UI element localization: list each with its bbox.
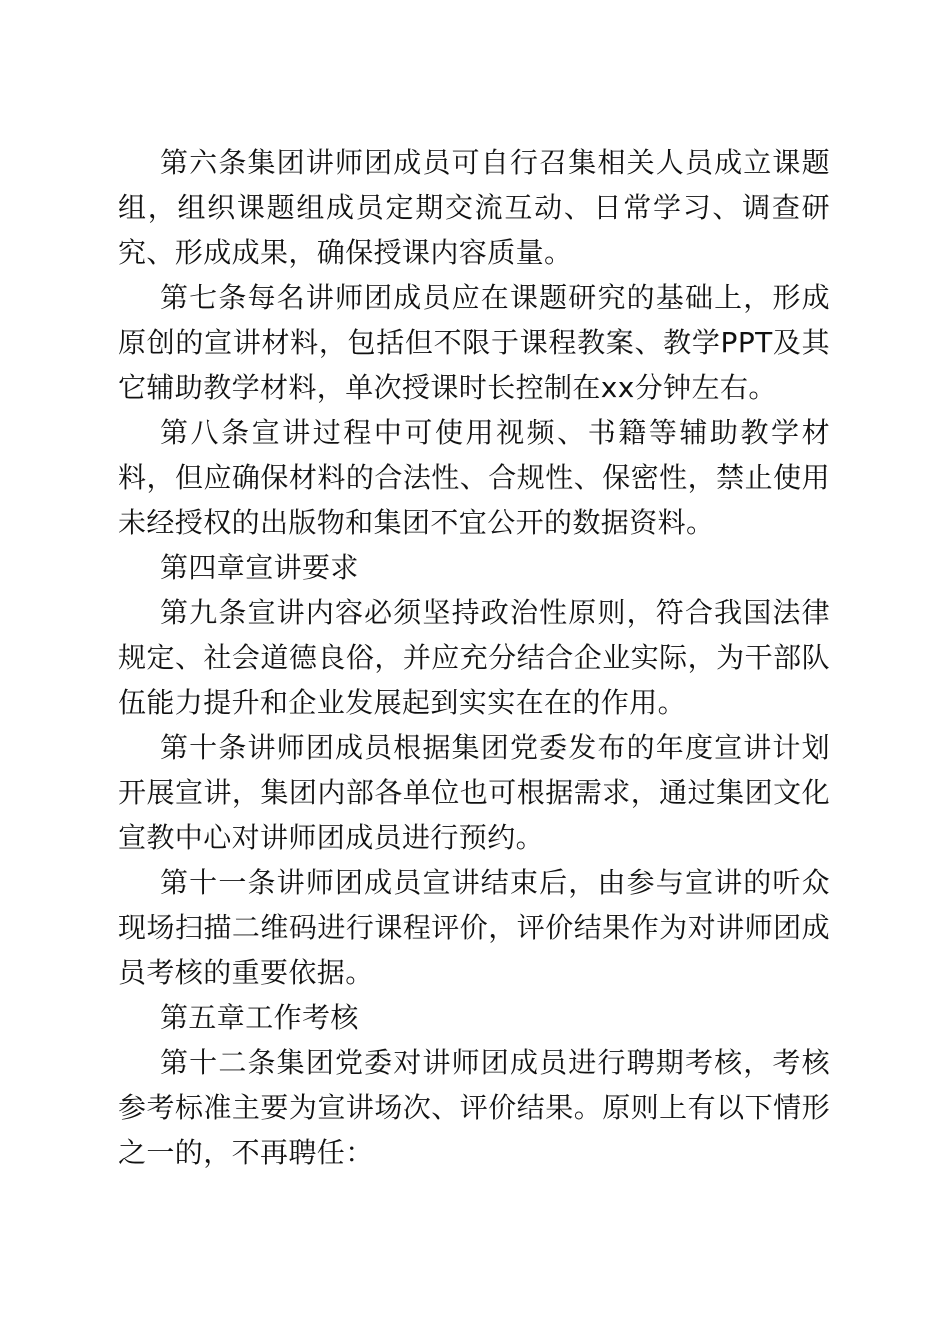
article-8-paragraph: 第八条宣讲过程中可使用视频、书籍等辅助教学材料，但应确保材料的合法性、合规性、保密性，禁止使用未经授权的出版物和集团不宜公开的数据资料。 — [118, 416, 830, 539]
article-12-paragraph: 第十二条集团党委对讲师团成员进行聘期考核，考核参考标准主要为宣讲场次、评价结果。原则上有以下情形之一的，不再聘任： — [118, 1046, 830, 1169]
article-10-paragraph: 第十条讲师团成员根据集团党委发布的年度宣讲计划开展宣讲，集团内部各单位也可根据需求，通过集团文化宣教中心对讲师团成员进行预约。 — [118, 731, 830, 854]
document-page — [118, 140, 830, 1175]
article-9-paragraph: 第九条宣讲内容必须坚持政治性原则，符合我国法律规定、社会道德良俗，并应充分结合企业实际，为干部队伍能力提升和企业发展起到实实在在的作用。 — [118, 596, 830, 719]
chapter-5-heading: 第五章工作考核 — [160, 1001, 359, 1034]
article-11-paragraph: 第十一条讲师团成员宣讲结束后，由参与宣讲的听众现场扫描二维码进行课程评价，评价结果作为对讲师团成员考核的重要依据。 — [118, 866, 830, 989]
chapter-4-heading: 第四章宣讲要求 — [160, 551, 359, 584]
article-7-paragraph: 第七条每名讲师团成员应在课题研究的基础上，形成原创的宣讲材料，包括但不限于课程教案、教学PPT及其它辅助教学材料，单次授课时长控制在xx分钟左右。 — [118, 281, 830, 404]
article-6-paragraph: 第六条集团讲师团成员可自行召集相关人员成立课题组，组织课题组成员定期交流互动、日常学习、调查研究、形成成果，确保授课内容质量。 — [118, 146, 830, 269]
